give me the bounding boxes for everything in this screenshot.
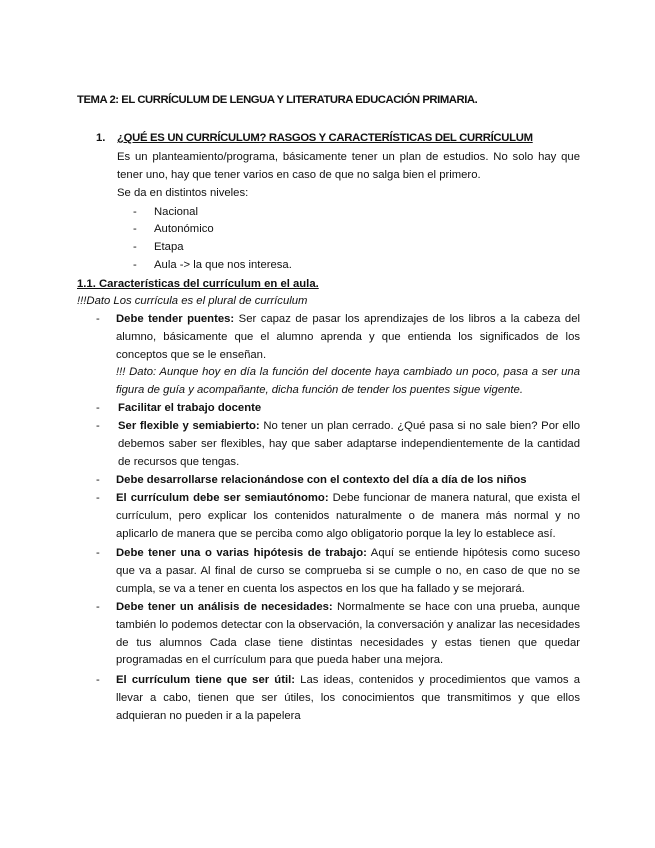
item-bold: Debe tener una o varias hipótesis de trabajo: <box>116 547 367 559</box>
item-bold: Debe tener un análisis de necesidades: <box>116 601 333 613</box>
dash-bullet: - <box>133 241 137 253</box>
item-bold: El currículum tiene que ser útil: <box>116 674 295 686</box>
item-text: Ser capaz de pasar los aprendizajes de los libros a la cabeza del alumno, básicamente que el alumno aprenda y que entienda los significados de los conceptos que se le enseñan. <box>116 313 580 361</box>
dash-bullet: - <box>96 492 100 504</box>
level-label: Etapa <box>154 241 184 253</box>
item-bold: Debe desarrollarse relacionándose con el contexto del día a día de los niños <box>116 474 527 486</box>
level-label: Aula -> la que nos interesa. <box>154 259 292 271</box>
list-item <box>96 400 580 418</box>
dash-bullet: - <box>96 601 100 613</box>
dash-bullet: - <box>133 259 137 271</box>
list-item <box>96 599 580 670</box>
dash-bullet: - <box>96 474 100 486</box>
dash-bullet: - <box>96 547 100 559</box>
item-bold: El currículum debe ser semiautónomo: <box>116 492 329 504</box>
item-text: Debe funcionar de manera natural, que exista el currículum, pero explicar los contenidos naturalmente o de manera más normal y no aplicarlo de manera que se perciba como algo obligatorio porque la ley lo establece así. <box>116 492 581 540</box>
item-text: Normalmente se hace con una prueba, aunque también lo podemos detectar con la observación, la conversación y analizar las necesidades de tus alumnos Cada clase tiene distintas necesidades y estas tienen que quedar programadas en el currículum para que pueda haber una mejora. <box>116 601 580 667</box>
item-text: Aquí se entiende hipótesis como suceso que va a pasar. Al final de curso se comprueba si se cumple o no, en caso de que no se cumpla, se va a tener en cuenta los aspectos en los que ha fallado y se mejorará. <box>116 547 580 595</box>
document-title: TEMA 2: EL CURRÍCULUM DE LENGUA Y LITERATURA EDUCACIÓN PRIMARIA. <box>77 94 478 106</box>
subsection-heading: 1.1. Características del currículum en el aula. <box>77 278 319 290</box>
list-item <box>96 490 580 543</box>
intro-paragraph <box>117 149 580 202</box>
dash-bullet: - <box>96 674 100 686</box>
list-item <box>96 672 580 725</box>
section-number: 1. <box>96 132 106 144</box>
dash-bullet: - <box>96 402 100 414</box>
dash-bullet: - <box>96 420 100 432</box>
section-heading: ¿QUÉ ES UN CURRÍCULUM? RASGOS Y CARACTERÍSTICAS DEL CURRÍCULUM <box>117 132 533 144</box>
item-bold: Ser flexible y semiabierto: <box>118 420 260 432</box>
dash-bullet: - <box>133 206 137 218</box>
dash-bullet: - <box>96 313 100 325</box>
intro-line-2: tener uno, hay que tener varios en caso de que no salga bien el primero. <box>117 168 481 181</box>
item-bold: Debe tender puentes: <box>116 313 235 325</box>
item-note: !!! Dato: Aunque hoy en día la función del docente haya cambiado un poco, pasa a ser una figura de guía y acompañante, dicha función de tender los puentes sigue vigente. <box>116 366 580 397</box>
intro-line-1: Es un planteamiento/programa, básicamente tener un plan de estudios. No solo hay que <box>117 151 580 163</box>
list-item <box>96 418 580 471</box>
list-item <box>96 472 580 490</box>
item-text: No tener un plan cerrado. ¿Qué pasa si no sale bien? Por ello debemos saber ser flexibles, hay que saber adaptarse independientemente de la cantidad de recursos que tengas. <box>118 420 580 468</box>
list-item <box>96 545 580 598</box>
item-bold: Facilitar el trabajo docente <box>118 402 262 414</box>
dato-note: !!!Dato Los currícula es el plural de currículum <box>77 295 308 307</box>
item-text: Las ideas, contenidos y procedimientos que vamos a llevar a cabo, tienen que ser útiles, los conocimientos que transmitimos y que ellos adquieran no pueden ir a la papelera <box>116 674 580 722</box>
dash-bullet: - <box>133 223 137 235</box>
level-label: Autonómico <box>154 223 214 235</box>
list-item <box>96 311 580 400</box>
level-label: Nacional <box>154 206 198 218</box>
levels-intro: Se da en distintos niveles: <box>117 186 249 199</box>
